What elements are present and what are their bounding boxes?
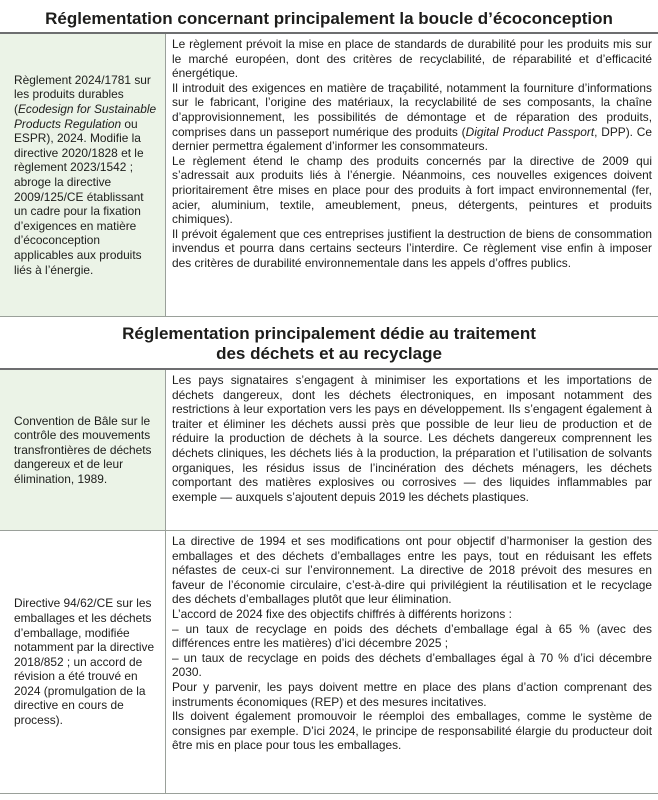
regulation-name-cell <box>0 34 166 316</box>
table-row <box>0 370 658 531</box>
table-row <box>0 34 658 317</box>
description-paragraph: Il prévoit également que ces entreprises justifient la destruction de biens de consommation invendus et pourra dans certains secteurs l’interdire. Ce règlement vise enfin à imposer des critères de durabilité environnementale dans les appels d’offres publics. <box>172 226 652 270</box>
section-title-ecodesign: Réglementation concernant principalement la boucle d’écoconception <box>45 9 613 28</box>
regulation-name: Convention de Bâle sur le contrôle des mouvements transfrontières de déchets dangereux et de leur élimination, 1989. <box>14 413 152 486</box>
regulation-description-cell <box>166 531 658 793</box>
description-paragraph: Pour y parvenir, les pays doivent mettre en place des plans d’action comprenant des instruments économiques (REP) et des mesures incitatives. <box>172 679 652 709</box>
regulation-description-cell <box>166 370 658 530</box>
description-paragraph: – un taux de recyclage en poids des déchets d’emballage égal à 65 % (avec des différences entre les matières) d’ici décembre 2025 ; <box>172 621 652 651</box>
description-paragraph: Les pays signataires s’engagent à minimiser les exportations et les importations de déchets dangereux, dont les déchets électroniques, en imposant notamment des restrictions à leur exportation vers les pays en développement. Ils s’engagent également à traiter et éliminer les déchets aussi près que possible de leur lieu de production et de réduire la production de déchets à la source. Les déchets dangereux comprennent les déchets cliniques, les déchets liés à la production, la préparation et l’utilisation de solvants organiques, les résidus issus de l’incinération des déchets ménagers, les déchets comportant des matières explosives ou corrosives — des liquides inflammables par exemple — auxquels s’ajoutent depuis 2019 les déchets plastiques. <box>172 373 652 504</box>
description-paragraph: Ils doivent également promouvoir le réemploi des emballages, comme le système de consignes par exemple. D’ici 2024, le principe de responsabilité élargie du producteur doit être mis en place pour tous les emballages. <box>172 709 652 753</box>
regulation-description-cell <box>166 34 658 316</box>
regulation-name: Règlement 2024/1781 sur les produits durables (Ecodesign for Sustainable Products Regulation ou ESPR), 2024. Modifie la directive 2020/1828 et le règlement 2023/1542 ; abroge la directive 2009/125/CE établissant un cadre pour la fixation d’exigences en matière d’écoconception applicables aux produits liés à l’énergie. <box>14 72 157 277</box>
section-title-waste: Réglementation principalement dédie au traitement des déchets et au recyclage <box>122 324 536 363</box>
description-paragraph: Le règlement prévoit la mise en place de standards de durabilité pour les produits mis sur le marché européen, dont des critères de recyclabilité, de réparabilité et d’efficacité énergétique. <box>172 37 652 81</box>
table-row <box>0 531 658 794</box>
regulation-name-cell <box>0 370 166 530</box>
description-paragraph: Il introduit des exigences en matière de traçabilité, notamment la fourniture d’informations sur le fabricant, l’origine des matériaux, la recyclabilité de ses composants, la chaîne d’approvisionnement, les possibilités de démontage et de réparation des produits, comprises dans un passeport numérique des produits (Digital Product Passport, DPP). Ce dernier permettra également d’informer les consommateurs. <box>172 80 652 154</box>
description-paragraph: La directive de 1994 et ses modifications ont pour objectif d’harmoniser la gestion des emballages et des déchets d’emballages entre les pays, tout en réduisant les effets néfastes de ceux-ci sur l’environnement. La directive de 2018 prévoit des mesures en faveur de l’économie circulaire, c’est-à-dire qui privilégient la réutilisation et le recyclage des déchets d’emballages plutôt que leur élimination. <box>172 534 652 607</box>
regulation-name-cell <box>0 531 166 793</box>
description-paragraph: – un taux de recyclage en poids des déchets d’emballages égal à 70 % d’ici décembre 2030. <box>172 650 652 680</box>
regulation-name-italic: Ecodesign for Sustainable Products Regulation <box>14 102 157 131</box>
description-paragraph: L’accord de 2024 fixe des objectifs chiffrés à différents horizons : <box>172 606 512 621</box>
regulation-name: Directive 94/62/CE sur les emballages et les déchets d’emballage, modifiée notamment par la directive 2018/852 ; un accord de révision a été trouvé en 2024 (promulgation de la directive en cours de process). <box>14 596 155 728</box>
description-paragraph: Le règlement étend le champ des produits concernés par la directive de 2009 qui s’adressait aux produits liés à l’énergie. Néanmoins, ces nouvelles exigences doivent prioritairement être mises en place pour des produits à fort impact environnemental (fer, acier, aluminium, textile, ameublement, pneus, détergents, peintures et produits chimiques). <box>172 153 652 227</box>
